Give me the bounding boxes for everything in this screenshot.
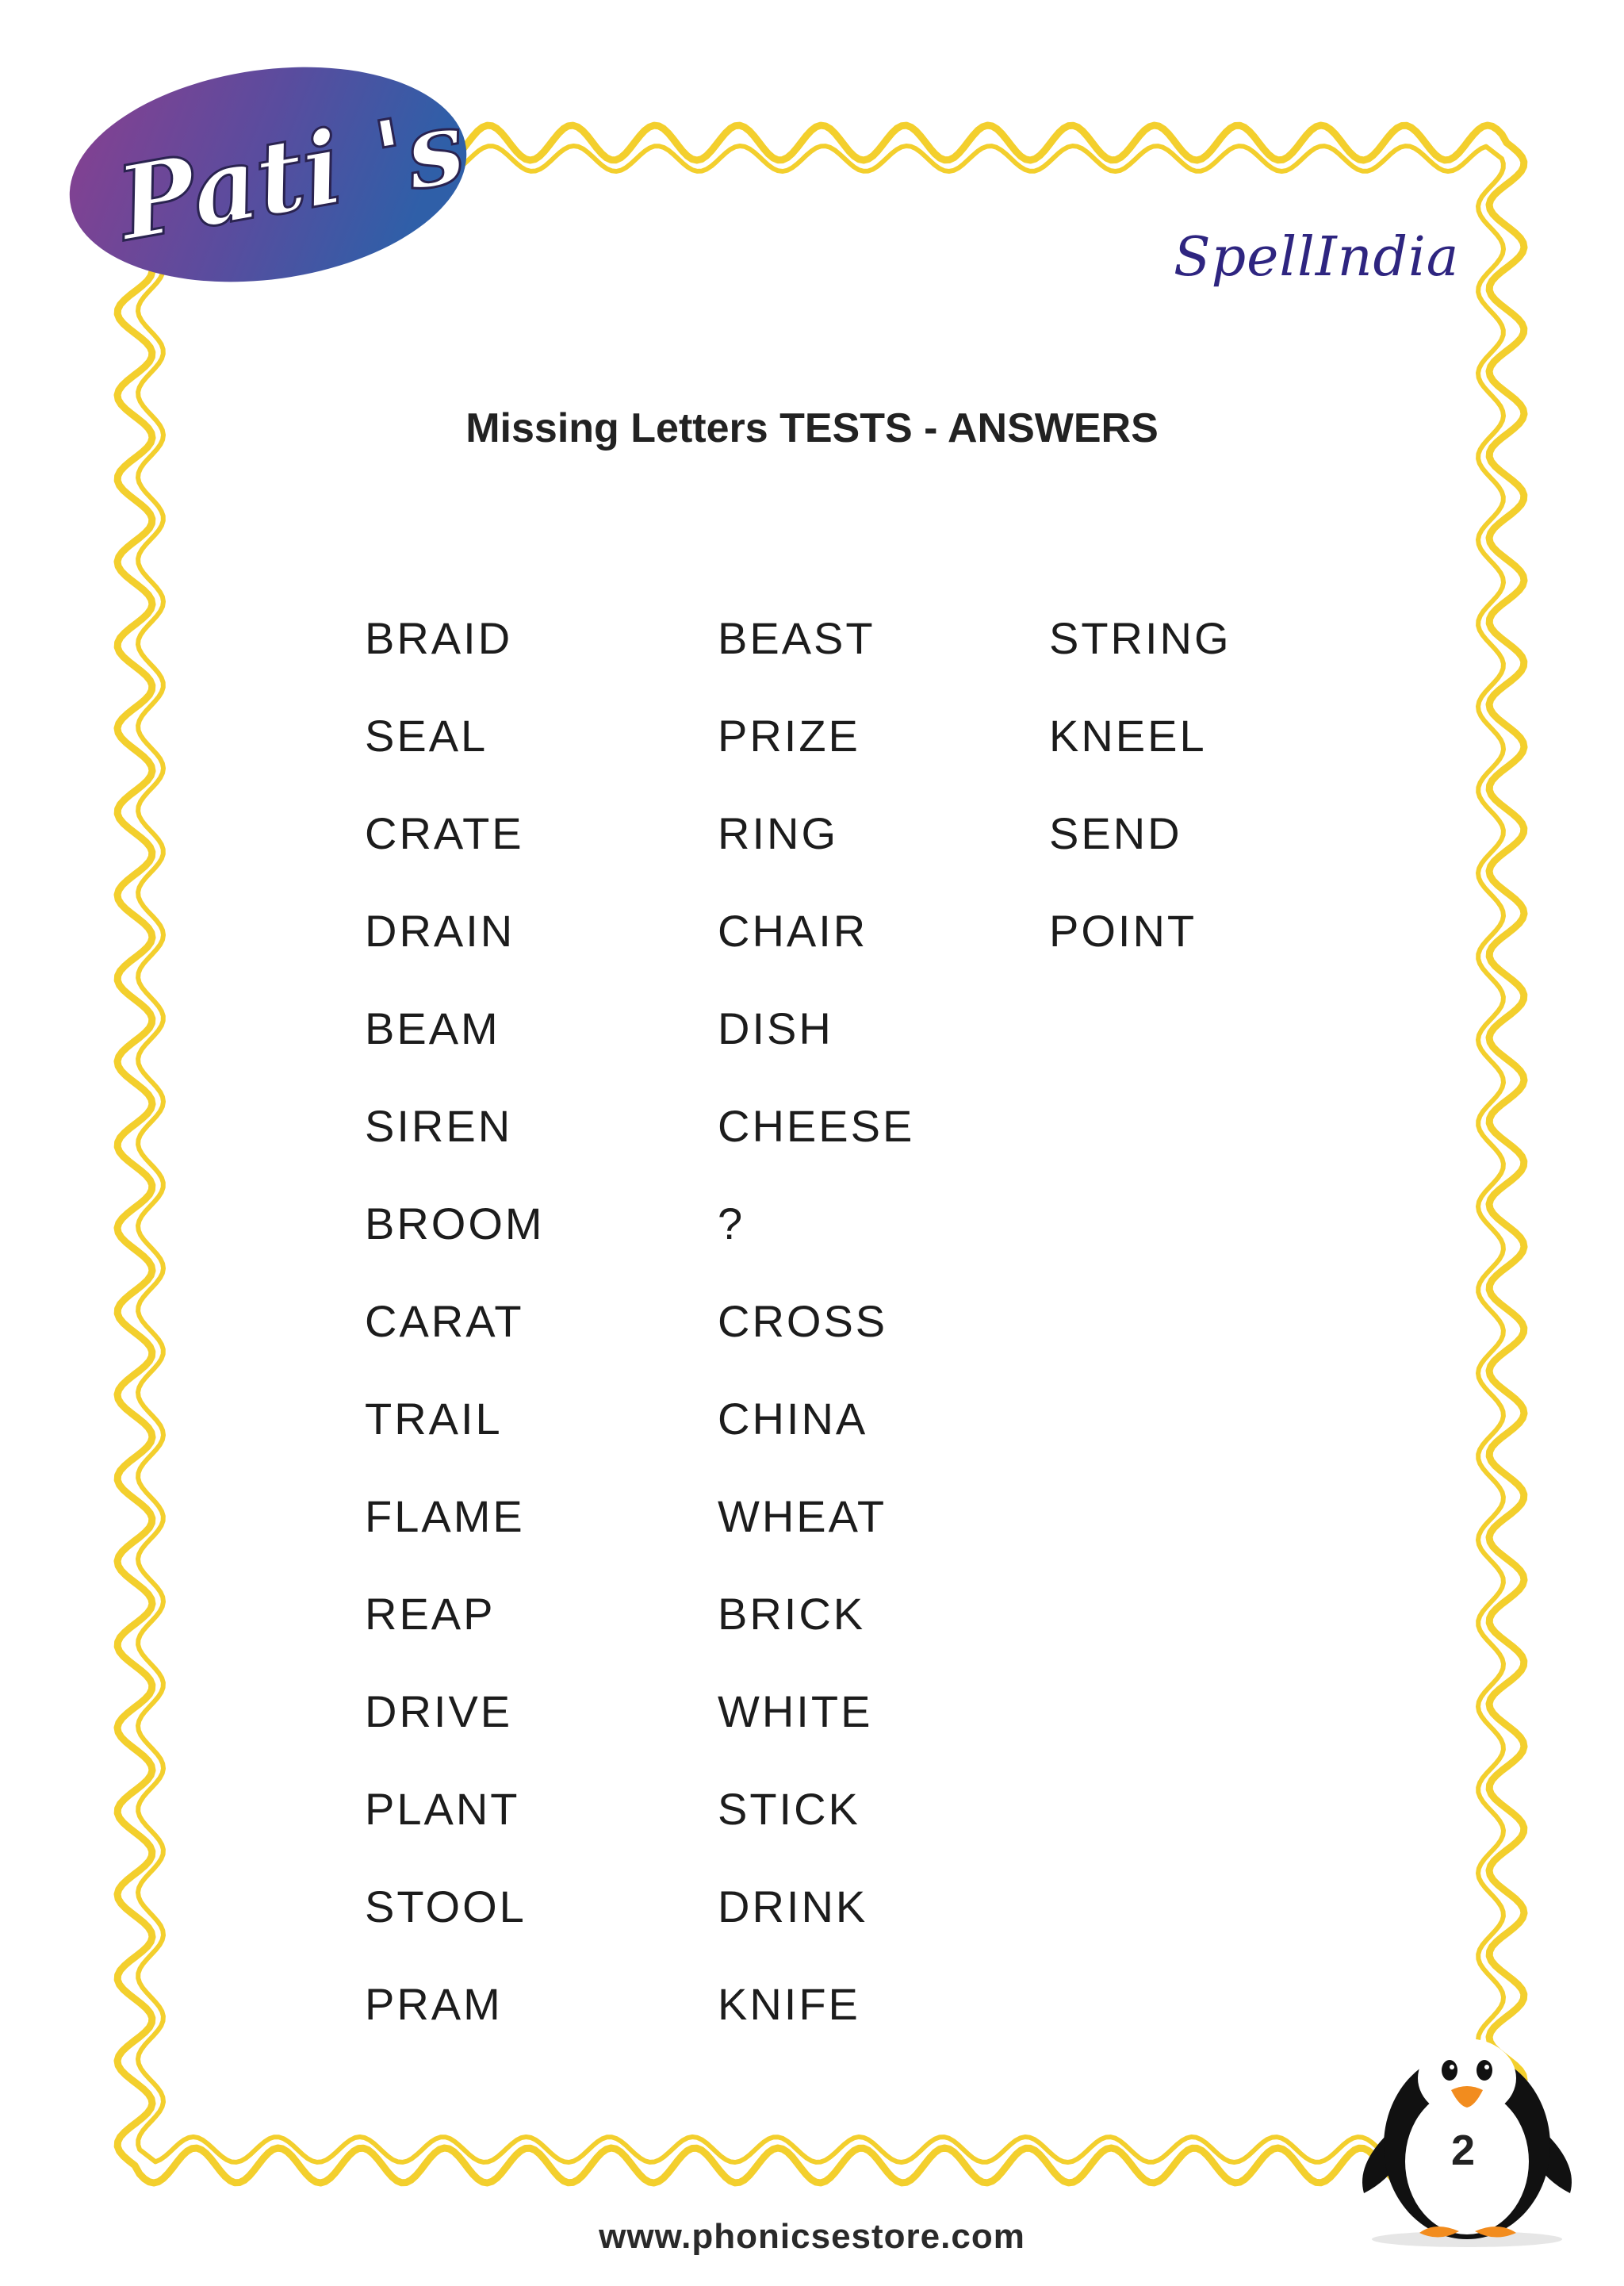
answer-word: SEAL bbox=[365, 711, 488, 761]
answer-word: SEND bbox=[1049, 808, 1182, 858]
answer-word: WHEAT bbox=[718, 1491, 887, 1541]
answer-word: POINT bbox=[1049, 906, 1197, 956]
answer-word: WHITE bbox=[718, 1686, 873, 1736]
answer-word: DISH bbox=[718, 1003, 833, 1053]
logo-text: Pati 's bbox=[109, 86, 473, 265]
answer-word: STRING bbox=[1049, 613, 1231, 663]
answer-word: PRAM bbox=[365, 1979, 503, 2029]
answer-word: REAP bbox=[365, 1589, 496, 1639]
answer-word: STOOL bbox=[365, 1881, 527, 1931]
answer-word: PLANT bbox=[365, 1784, 520, 1834]
answer-word: CHINA bbox=[718, 1394, 868, 1444]
answer-word: CRATE bbox=[365, 808, 524, 858]
footer-url: www.phonicsestore.com bbox=[599, 2217, 1025, 2256]
answer-word: CARAT bbox=[365, 1296, 524, 1346]
brand-script-label: SpellIndia bbox=[1174, 226, 1460, 289]
answer-word: RING bbox=[718, 808, 838, 858]
answers-column-2 bbox=[718, 611, 914, 2074]
answer-word: TRAIL bbox=[365, 1394, 503, 1444]
patis-logo bbox=[63, 59, 476, 290]
page-title: Missing Letters TESTS - ANSWERS bbox=[465, 405, 1159, 451]
answer-word: BRICK bbox=[718, 1589, 866, 1639]
answer-word: KNIFE bbox=[718, 1979, 860, 2029]
answers-column-1 bbox=[365, 611, 545, 2074]
answer-word: BROOM bbox=[365, 1199, 545, 1248]
answer-word: BEAST bbox=[718, 613, 875, 663]
penguin-icon bbox=[1340, 1995, 1594, 2249]
answer-word: DRAIN bbox=[365, 906, 515, 956]
answer-word: CHAIR bbox=[718, 906, 868, 956]
answer-word: DRIVE bbox=[365, 1686, 513, 1736]
page-number: 2 bbox=[1450, 2127, 1476, 2174]
answer-word: CROSS bbox=[718, 1296, 888, 1346]
answers-column-3 bbox=[1049, 611, 1231, 1001]
answer-word: DRINK bbox=[718, 1881, 868, 1931]
answer-word: BRAID bbox=[365, 613, 513, 663]
answer-word: CHEESE bbox=[718, 1101, 915, 1151]
answer-word: FLAME bbox=[365, 1491, 525, 1541]
answer-word: SIREN bbox=[365, 1101, 513, 1151]
answer-word: STICK bbox=[718, 1784, 860, 1834]
answer-word: PRIZE bbox=[718, 711, 860, 761]
answer-word: KNEEL bbox=[1049, 711, 1207, 761]
answer-word: ? bbox=[718, 1199, 745, 1248]
answer-word: BEAM bbox=[365, 1003, 500, 1053]
